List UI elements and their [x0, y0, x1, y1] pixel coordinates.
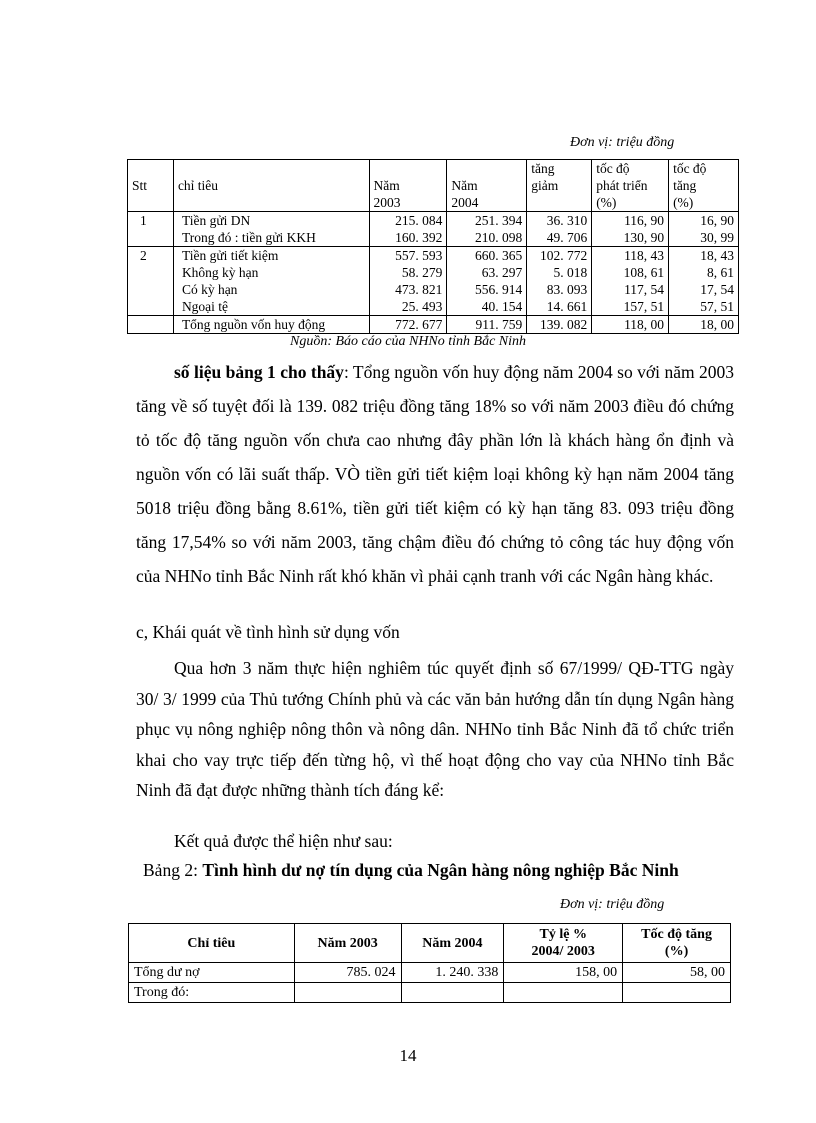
table-row-total [128, 316, 739, 334]
header-change: tăng giảm [527, 160, 592, 212]
stt-cell: 2 [128, 247, 174, 316]
deposit-table [127, 159, 739, 334]
table2-header-row [129, 924, 731, 963]
paragraph-text: : Tổng nguồn vốn huy động năm 2004 so với năm 2003 tăng về số tuyệt đối là 139. 082 triệu đồng tăng 18% so với năm 2003 điều đó chứng tỏ tốc độ tăng nguồn vốn chưa cao nhưng đây phần lớn là khách hàng ổn định và nguồn vốn có lãi suất thấp. VÒ tiền gửi tiết kiệm loại không kỳ hạn năm 2004 tăng 5018 triệu đồng bằng 8.61%, tiền gửi tiết kiệm có kỳ hạn tăng 83. 093 triệu đồng tăng 17,54% so với năm 2003, tăng chậm điều đó chứng tỏ công tác huy động vốn của NHNo tỉnh Bắc Ninh rất khó khăn vì phải cạnh tranh với các Ngân hàng khác. [136, 362, 735, 586]
table2-unit: Đơn vị: triệu đồng [560, 897, 665, 912]
table-row [129, 963, 731, 983]
value-dev: 116, 90 130, 90 [592, 212, 669, 247]
value-2003: 557. 593 58. 279 473. 821 25. 493 [369, 247, 447, 316]
label-cell: Tiền gửi tiết kiệm Không kỳ hạn Có kỳ hạn Ngoại tệ [173, 247, 369, 316]
value-2004: 911. 759 [447, 316, 527, 334]
header-indicator: chỉ tiêu [173, 160, 369, 212]
table-row [128, 247, 739, 316]
header-2003: Năm 2003 [294, 924, 401, 963]
table2-caption: Bảng 2: Tình hình dư nợ tín dụng của Ngân hàng nông nghiệp Bắc Ninh [143, 860, 679, 880]
analysis-paragraph [136, 355, 734, 593]
value-dev: 118, 43 108, 61 117, 54 157, 51 [592, 247, 669, 316]
table-row [128, 212, 739, 247]
value-2003: 215. 084 160. 392 [369, 212, 447, 247]
value-growth: 18, 43 8, 61 17, 54 57, 51 [669, 247, 739, 316]
value-change: 139. 082 [527, 316, 592, 334]
table-row [129, 983, 731, 1003]
header-growth-rate: tốc độ tăng (%) [669, 160, 739, 212]
header-growth: Tốc độ tăng (%) [623, 924, 731, 963]
label-cell: Tổng nguồn vốn huy động [173, 316, 369, 334]
result-intro: Kết quả được thể hiện như sau: [174, 831, 393, 851]
header-indicator: Chỉ tiêu [129, 924, 295, 963]
header-2004: Năm 2004 [401, 924, 504, 963]
table1-header-row [128, 160, 739, 212]
value-ratio: 158, 00 [504, 963, 623, 983]
page-number: 14 [399, 1046, 417, 1065]
label-cell: Tổng dư nợ [129, 963, 295, 983]
header-dev-rate: tốc độ phát triển (%) [592, 160, 669, 212]
header-2004: Năm 2004 [447, 160, 527, 212]
value-2004: 660. 365 63. 297 556. 914 40. 154 [447, 247, 527, 316]
label-cell: Tiền gửi DN Trong đó : tiền gửi KKH [173, 212, 369, 247]
value-2003: 785. 024 [294, 963, 401, 983]
header-stt: Stt [128, 160, 174, 212]
header-2003: Năm 2003 [369, 160, 447, 212]
value-dev: 118, 00 [592, 316, 669, 334]
value-2003: 772. 677 [369, 316, 447, 334]
value-2003 [294, 983, 401, 1003]
header-ratio: Tỷ lệ % 2004/ 2003 [504, 924, 623, 963]
credit-table [128, 923, 731, 1003]
value-2004: 251. 394 210. 098 [447, 212, 527, 247]
value-growth: 58, 00 [623, 963, 731, 983]
value-ratio [504, 983, 623, 1003]
body-paragraph: Qua hơn 3 năm thực hiện nghiêm túc quyết định số 67/1999/ QĐ-TTG ngày 30/ 3/ 1999 của Thủ tướng Chính phủ và các văn bản hướng dẫn tín dụng Ngân hàng phục vụ nông nghiệp nông thôn và nông dân. NHNo tỉnh Bắc Ninh đã tổ chức triển khai cho vay trực tiếp đến từng hộ, vì thế hoạt động cho vay của NHNo tỉnh Bắc Ninh đã đạt được những thành tích đáng kể: [136, 658, 734, 800]
value-change: 36. 310 49. 706 [527, 212, 592, 247]
value-2004 [401, 983, 504, 1003]
value-growth [623, 983, 731, 1003]
value-growth: 18, 00 [669, 316, 739, 334]
stt-cell [128, 316, 174, 334]
paragraph-lead: số liệu bảng 1 cho thấy [174, 362, 344, 382]
table1-unit: Đơn vị: triệu đồng [570, 135, 675, 150]
section-heading: c, Khái quát về tình hình sử dụng vốn [136, 622, 400, 642]
value-change: 102. 772 5. 018 83. 093 14. 661 [527, 247, 592, 316]
table1-source: Nguồn: Báo cáo của NHNo tỉnh Bắc Ninh [290, 334, 527, 349]
value-2004: 1. 240. 338 [401, 963, 504, 983]
stt-cell: 1 [128, 212, 174, 247]
value-growth: 16, 90 30, 99 [669, 212, 739, 247]
label-cell: Trong đó: [129, 983, 295, 1003]
